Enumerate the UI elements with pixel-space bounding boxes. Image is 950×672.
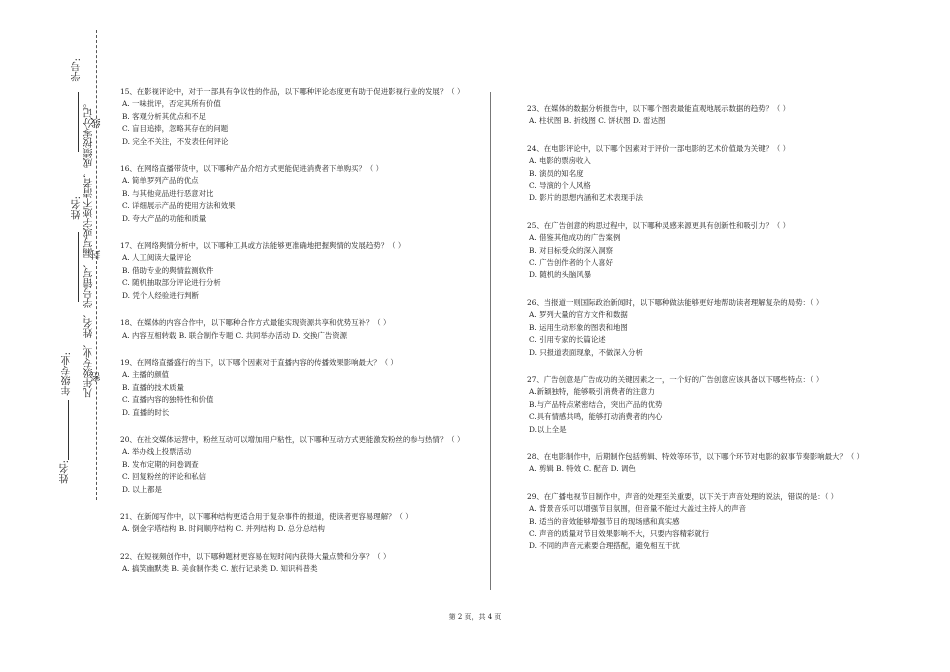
question-22: [120, 551, 472, 576]
option: B.与产品特点紧密结合，突出产品的优势: [529, 399, 663, 409]
question-18: [120, 317, 472, 342]
question-stem: 26、当报道一则国际政治新闻时，以下哪种做法能够更好地帮助读者理解复杂的局势：（ ）: [527, 297, 824, 307]
left-question-column: [120, 86, 472, 591]
option: B. 与其他竞品进行恶意对比: [122, 188, 214, 198]
option: C. 详细展示产品的使用方法和效果: [122, 201, 236, 211]
option: A. 简单罗列产品的优点: [122, 176, 199, 186]
question-27: [527, 374, 879, 436]
option: B. 演员的知名度: [529, 168, 584, 178]
question-stem: 20、在社交媒体运营中，粉丝互动可以增加用户粘性，以下哪种互动方式更能激发粉丝的参与热情？（ ）: [120, 434, 465, 444]
question-stem: 19、在网络直播盛行的当下，以下哪个因素对于直播内容的传播效果影响最大？（ ）: [120, 357, 398, 367]
question-15: [120, 86, 472, 148]
binding-strip: [0, 0, 110, 672]
cut-line-word: 封: [92, 250, 103, 260]
option: A. 柱状图 B. 折线图 C. 饼状图 D. 雷达图: [529, 116, 666, 126]
question-20: [120, 434, 472, 496]
class-underline: [68, 400, 69, 460]
option: A. 电影的票房收入: [529, 156, 591, 166]
option: C. 直播内容的独特性和价值: [122, 395, 214, 405]
option: A. 主播的颜值: [122, 370, 169, 380]
student-id-label: 学号:: [72, 58, 83, 82]
question-17: [120, 240, 472, 302]
option: B. 对目标受众的深入洞察: [529, 245, 614, 255]
question-stem: 25、在广告创意的构思过程中，以下哪种灵感来源更具有创新性和吸引力？（ ）: [527, 220, 791, 230]
option: D. 凭个人经验进行判断: [122, 290, 199, 300]
option: A. 剪辑 B. 特效 C. 配音 D. 调色: [529, 464, 636, 474]
question-stem: 15、在影视评论中，对于一部具有争议性的作品，以下哪种评论态度更有助于促进影视行业的发展？（ ）: [120, 87, 465, 96]
option: A. 借鉴其他成功的广告案例: [529, 233, 621, 243]
column-divider: [490, 92, 491, 590]
option: A.新颖独特，能够吸引消费者的注意力: [529, 387, 655, 397]
option: A. 倒金字塔结构 B. 时间顺序结构 C. 并列结构 D. 总分总结构: [122, 524, 325, 534]
question-26: [527, 297, 879, 359]
question-stem: 23、在媒体的数据分析报告中，以下哪个图表最能直观地展示数据的趋势？（ ）: [527, 104, 791, 113]
option: B. 客观分析其优点和不足: [122, 111, 207, 121]
name-underline: [78, 232, 79, 302]
option: B. 运用生动形象的图表和地图: [529, 322, 628, 332]
question-23: [527, 103, 879, 128]
option: A. 背景音乐可以增强节目氛围，但音量不能过大盖过主持人的声音: [529, 504, 746, 514]
warning-notice: 凡年级专业、姓名、学号错写、漏写或字迹不清者，成绩按零分记。: [84, 98, 95, 398]
option: D. 不同的声音元素要合理搭配，避免相互干扰: [529, 541, 680, 551]
question-stem: 29、在广播电视节目制作中，声音的处理至关重要，以下关于声音处理的说法，错误的是：（ ）: [527, 491, 839, 501]
option: A. 搞笑幽默类 B. 美食制作类 C. 旅行记录类 D. 知识科普类: [122, 564, 318, 574]
page-number: 第 2 页，共 4 页: [448, 613, 502, 621]
seat-label: 姓名:: [60, 460, 71, 484]
option: D. 以上都是: [122, 484, 162, 494]
student-id-underline: [78, 92, 79, 152]
option: C. 声音的质量对节目效果影响不大，只要内容精彩就行: [529, 528, 710, 538]
question-stem: 21、在新闻写作中，以下哪种结构更适合用于复杂事件的报道，使读者更容易理解？（ ）: [120, 511, 413, 521]
option: C. 盲目追捧，忽略其存在的问题: [122, 124, 229, 134]
question-stem: 24、在电影评论中，以下哪个因素对于评价一部电影的艺术价值最为关键？（ ）: [527, 143, 791, 153]
question-stem: 16、在网络直播带货中，以下哪种产品介绍方式更能促进消费者下单购买？（ ）: [120, 164, 384, 174]
option: A. 内容互相转载 B. 联合制作专题 C. 共同举办活动 D. 交换广告资源: [122, 330, 348, 340]
question-16: [120, 163, 472, 225]
option: D. 影片的思想内涵和艺术表现手法: [529, 193, 643, 203]
right-question-column: [527, 103, 879, 568]
option: D. 只报道表面现象，不做深入分析: [529, 347, 643, 357]
question-stem: 28、在电影制作中，后期制作包括剪辑、特效等环节，以下哪个环节对电影的叙事节奏影响最大？（ ）: [527, 451, 864, 461]
option: C. 引用专家的长篇论述: [529, 335, 606, 345]
question-25: [527, 220, 879, 282]
binding-cut-line: [96, 30, 97, 500]
option: C. 随机抽取部分评论进行分析: [122, 278, 221, 288]
option: B. 发布定期的问卷调查: [122, 459, 199, 469]
question-19: [120, 357, 472, 419]
option: A. 罗列大量的官方文件和数据: [529, 310, 628, 320]
cut-line-word: 线: [92, 118, 103, 128]
option: D. 完全不关注，不发表任何评论: [122, 136, 229, 146]
question-21: [120, 511, 472, 536]
option: D.以上全是: [529, 424, 567, 434]
question-24: [527, 143, 879, 205]
question-28: [527, 451, 879, 476]
option: D. 直播的时长: [122, 407, 170, 417]
option: D. 夸大产品的功能和质量: [122, 213, 207, 223]
class-label: 年级专业:: [62, 352, 73, 396]
option: A. 举办线上投票活动: [122, 447, 192, 457]
option: D. 随机的头脑风暴: [529, 270, 592, 280]
option: C. 回复粉丝的评论和私信: [122, 472, 206, 482]
question-stem: 18、在媒体的内容合作中，以下哪种合作方式最能实现资源共享和优势互补？（ ）: [120, 318, 391, 328]
option: B. 适当的音效能够增强节目的现场感和真实感: [529, 516, 680, 526]
question-stem: 17、在网络舆情分析中，以下哪种工具或方法能够更准确地把握舆情的发展趋势？（ ）: [120, 241, 406, 251]
option: C.具有情感共鸣，能够打动消费者的内心: [529, 412, 663, 422]
question-29: [527, 491, 879, 553]
option: B. 借助专业的舆情监测软件: [122, 265, 214, 275]
name-label: 姓名:: [72, 196, 83, 220]
cut-line-word: 密: [92, 372, 103, 382]
option: C. 广告创作者的个人喜好: [529, 258, 613, 268]
option: A. 人工阅读大量评论: [122, 253, 192, 263]
question-stem: 22、在短视频创作中，以下哪种题材更容易在短时间内获得大量点赞和分享？（ ）: [120, 551, 391, 561]
option: A. 一味批评，否定其所有价值: [122, 99, 221, 109]
question-stem: 27、广告创意是广告成功的关键因素之一，一个好的广告创意应该具备以下哪些特点：（ ）: [527, 374, 824, 384]
option: B. 直播的技术质量: [122, 382, 184, 392]
option: C. 导演的个人风格: [529, 181, 591, 191]
